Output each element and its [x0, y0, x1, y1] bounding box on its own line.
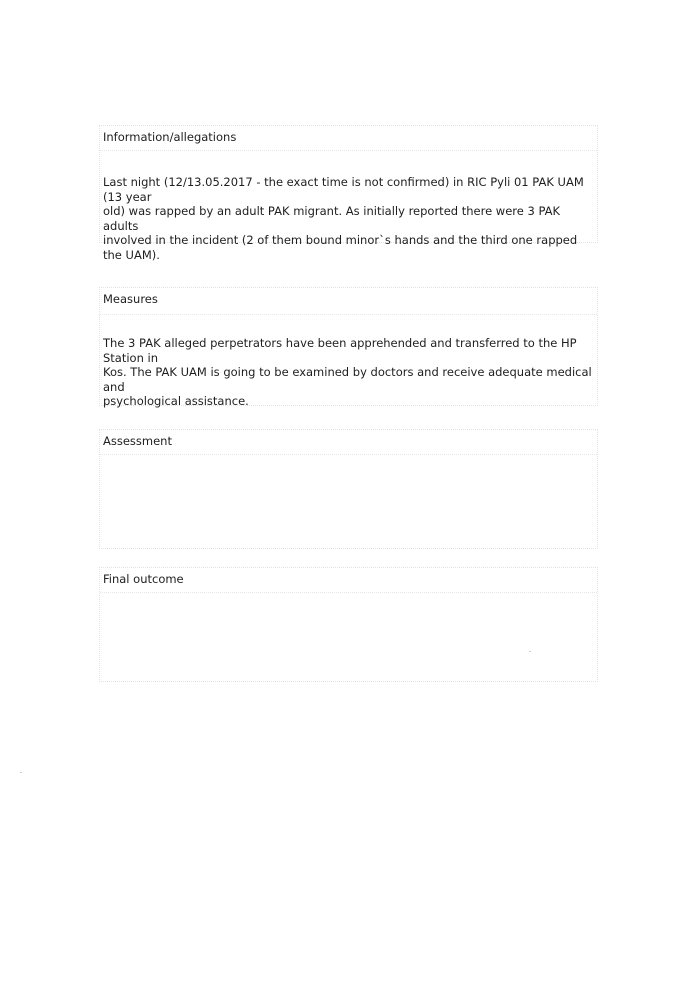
- assessment-section: [99, 429, 598, 549]
- measures-text: The 3 PAK alleged perpetrators have been apprehended and transferred to the HP Station in Kos. The PAK UAM is going to be examined by doctors and receive adequate medical and psychological assistance.: [103, 336, 592, 409]
- scan-speck: [20, 772, 22, 773]
- final-outcome-section: [99, 567, 598, 682]
- measures-heading: Measures: [103, 292, 158, 306]
- section-divider: [100, 454, 597, 455]
- information-allegations-section: [99, 125, 598, 262]
- scan-speck: [529, 651, 531, 652]
- information-allegations-heading: Information/allegations: [103, 130, 237, 144]
- measures-section: [99, 287, 598, 409]
- final-outcome-heading: Final outcome: [103, 572, 184, 586]
- section-divider: [100, 592, 597, 593]
- section-divider: [100, 150, 597, 151]
- information-allegations-text: Last night (12/13.05.2017 - the exact time is not confirmed) in RIC Pyli 01 PAK UAM (13 year old) was rapped by an adult PAK migrant. As initially reported there were 3 PAK adults involved in the incident (2 of them bound minor`s hands and the third one rapped the UAM).: [103, 175, 584, 262]
- assessment-heading: Assessment: [103, 434, 172, 448]
- section-divider: [100, 314, 597, 315]
